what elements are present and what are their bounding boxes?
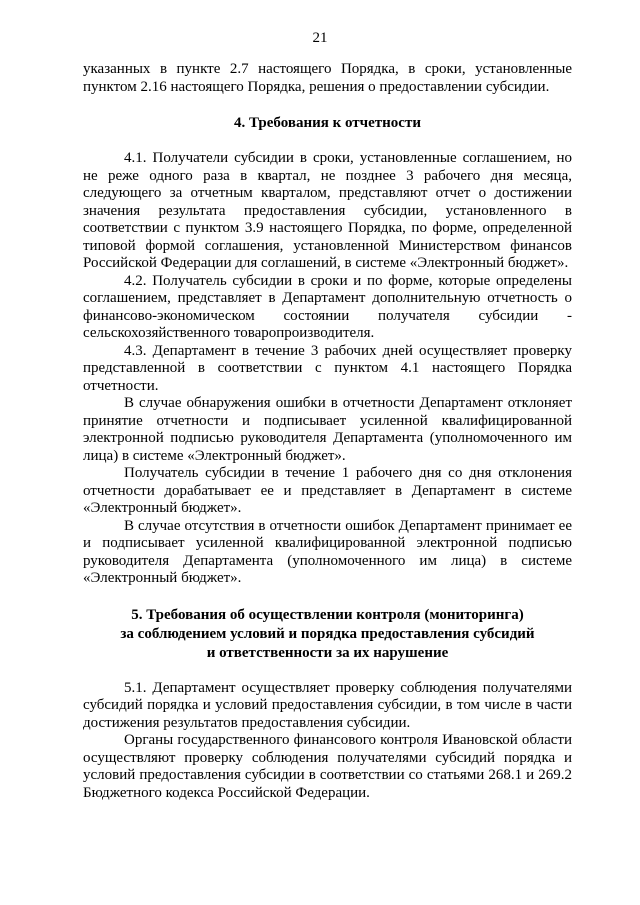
paragraph-5-control-bodies: Органы государственного финансового контроля Ивановской области осуществляют проверку соблюдения получателями субсидий порядка и условий предоставления субсидии в соответствии со статьями 268.1 и 269.2 Бюджетного кодекса Российской Федерации. [83,732,572,801]
section-4-title: 4. Требования к отчетности [234,115,421,131]
paragraph-4-1: 4.1. Получатели субсидии в сроки, установленные соглашением, но не реже одного раза в квартал, не позднее 3 рабочего дня месяца, следующего за отчетным кварталом, представляют отчет о достижении значения результата предоставления субсидии, установленного в соответствии с пунктом 3.9 настоящего Порядка, по форме, определенной типовой формой соглашения, установленной Министерством финансов Российской Федерации для соглашений, в системе «Электронный бюджет». [83,150,572,271]
document-body [83,61,572,802]
section-5-title-line: за соблюдением условий и порядка предоставления субсидий [120,625,535,642]
section-5-title [83,606,572,663]
paragraph-4-3: 4.3. Департамент в течение 3 рабочих дней осуществляет проверку представленной в соответствии с пунктом 4.1 настоящего Порядка отчетности. [83,342,572,394]
paragraph-5-1: 5.1. Департамент осуществляет проверку соблюдения получателями субсидий порядка и условий предоставления субсидии, в том числе в части достижения результатов предоставления субсидии. [83,679,572,731]
paragraph-4-3-error-case: В случае обнаружения ошибки в отчетности Департамент отклоняет принятие отчетности и подписывает усиленной квалифицированной электронной подписью руководителя Департамента (уполномоченного им лица) в системе «Электронный бюджет». [83,395,572,464]
paragraph-4-2: 4.2. Получатель субсидии в сроки и по форме, которые определены соглашением, представляет в Департамент дополнительную отчетность о финансово-экономическом состоянии получателя субсидии - сельскохозяйственного товаропроизводителя. [83,272,572,341]
paragraph-4-3-rework: Получатель субсидии в течение 1 рабочего дня со дня отклонения отчетности дорабатывает ее и представляет в Департамент в системе «Электронный бюджет». [83,465,572,516]
paragraph-4-3-no-errors: В случае отсутствия в отчетности ошибок Департамент принимает ее и подписывает усиленной квалифицированной электронной подписью руководителя Департамента (уполномоченного им лица) в системе «Электронный бюджет». [83,517,572,586]
intro-paragraph: указанных в пункте 2.7 настоящего Порядка, в сроки, установленные пунктом 2.16 настоящего Порядка, решения о предоставлении субсидии. [83,61,572,95]
section-5-title-line: и ответственности за их нарушение [206,644,449,661]
section-5-title-line: 5. Требования об осуществлении контроля (мониторинга) [131,606,524,623]
page-number: 21 [312,30,328,46]
